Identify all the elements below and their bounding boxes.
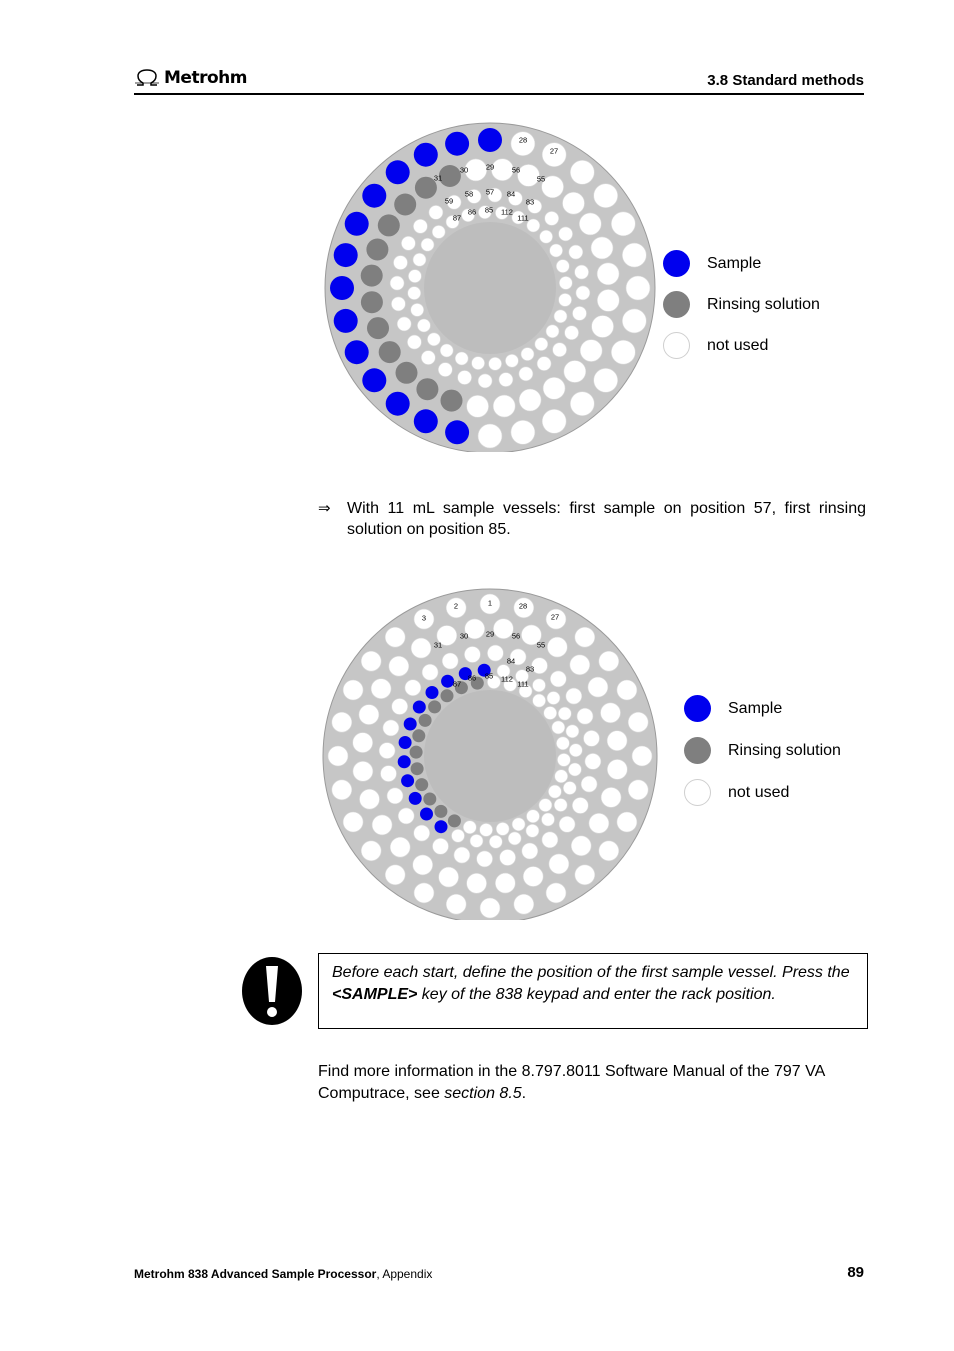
unused-position xyxy=(429,205,443,219)
unused-position xyxy=(353,761,373,781)
unused-position xyxy=(383,720,399,736)
section-reference: section 8.5 xyxy=(444,1085,522,1102)
unused-position xyxy=(533,694,546,707)
unused-position xyxy=(535,338,548,351)
brand-name: Metrohm xyxy=(164,68,247,88)
position-number-label: 84 xyxy=(506,189,516,199)
position-number-label: 55 xyxy=(536,640,546,650)
rinsing-position xyxy=(361,265,383,287)
unused-position xyxy=(585,753,601,769)
position-number-label: 3 xyxy=(421,613,427,623)
position-number-label: 1 xyxy=(487,598,493,608)
sample-position xyxy=(401,774,414,787)
unused-position xyxy=(572,798,588,814)
position-number-label: 30 xyxy=(459,631,469,641)
unused-position xyxy=(493,395,515,417)
legend-item-not-used xyxy=(684,779,789,806)
unused-position xyxy=(548,785,561,798)
info-text-end: . xyxy=(521,1085,527,1102)
unused-position xyxy=(438,363,452,377)
unused-position xyxy=(539,799,552,812)
rinsing-position xyxy=(441,689,454,702)
sample-position xyxy=(345,212,369,236)
unused-position xyxy=(542,409,566,433)
unused-position xyxy=(458,371,472,385)
sample-position xyxy=(334,243,358,267)
position-number-label: 59 xyxy=(444,196,454,206)
position-number-label: 86 xyxy=(467,207,477,217)
unused-position xyxy=(519,389,541,411)
rinsing-position xyxy=(441,390,463,412)
unused-position xyxy=(480,898,500,918)
legend-item-sample xyxy=(684,695,782,722)
rinsing-position xyxy=(379,341,401,363)
unused-position xyxy=(597,289,619,311)
unused-position xyxy=(571,836,591,856)
unused-position xyxy=(422,664,438,680)
unused-position xyxy=(570,392,594,416)
unused-position xyxy=(421,238,434,251)
unused-position xyxy=(575,865,595,885)
position-number-label: 28 xyxy=(518,135,528,145)
unused-position xyxy=(556,737,569,750)
position-number-label: 84 xyxy=(506,656,516,666)
position-number-label: 2 xyxy=(453,601,459,611)
unused-position xyxy=(446,894,466,914)
legend-swatch xyxy=(663,332,690,359)
legend-swatch xyxy=(684,737,711,764)
unused-position xyxy=(496,822,509,835)
unused-position xyxy=(542,832,558,848)
position-number-label: 31 xyxy=(433,173,443,183)
unused-position xyxy=(495,873,515,893)
unused-position xyxy=(554,310,567,323)
unused-position xyxy=(568,763,581,776)
unused-position xyxy=(361,651,381,671)
unused-position xyxy=(491,159,513,181)
legend-item-rinsing xyxy=(663,291,820,318)
unused-position xyxy=(411,303,424,316)
unused-position xyxy=(343,812,363,832)
unused-position xyxy=(394,256,408,270)
unused-position xyxy=(611,212,635,236)
unused-position xyxy=(527,810,540,823)
sample-position xyxy=(409,792,422,805)
rinsing-position xyxy=(416,378,438,400)
unused-position xyxy=(628,712,648,732)
position-number-label: 27 xyxy=(549,146,559,156)
unused-position xyxy=(550,671,566,687)
unused-position xyxy=(569,744,582,757)
position-number-label: 56 xyxy=(511,165,521,175)
unused-position xyxy=(500,850,516,866)
unused-position xyxy=(371,679,391,699)
unused-position xyxy=(414,883,434,903)
unused-position xyxy=(514,894,534,914)
unused-position xyxy=(467,873,487,893)
unused-position xyxy=(332,712,352,732)
unused-position xyxy=(439,867,459,887)
unused-position xyxy=(390,837,410,857)
unused-position xyxy=(499,373,513,387)
unused-position xyxy=(566,688,582,704)
rinsing-position xyxy=(434,805,447,818)
unused-position xyxy=(601,703,621,723)
rinsing-position xyxy=(423,793,436,806)
rinsing-position xyxy=(396,362,418,384)
unused-position xyxy=(559,227,573,241)
unused-position xyxy=(559,816,575,832)
unused-position xyxy=(628,780,648,800)
position-number-label: 28 xyxy=(518,601,528,611)
unused-position xyxy=(372,815,392,835)
legend-label: Sample xyxy=(707,254,762,272)
sample-position xyxy=(426,686,439,699)
unused-position xyxy=(392,699,408,715)
product-name: Metrohm 838 Advanced Sample Processor xyxy=(134,1267,377,1281)
unused-position xyxy=(464,647,480,663)
legend-label: not used xyxy=(707,336,769,354)
unused-position xyxy=(597,263,619,285)
unused-position xyxy=(361,841,381,861)
unused-position xyxy=(563,782,576,795)
sample-key-label: <SAMPLE> xyxy=(332,986,418,1003)
unused-position xyxy=(575,627,595,647)
arrow-icon: ⇒ xyxy=(318,499,331,517)
unused-position xyxy=(521,348,534,361)
position-number-label: 58 xyxy=(464,189,474,199)
unused-position xyxy=(519,367,533,381)
metrohm-logo xyxy=(134,66,247,90)
header-divider xyxy=(134,93,864,95)
rinsing-position xyxy=(410,746,423,759)
legend-swatch xyxy=(663,250,690,277)
unused-position xyxy=(547,692,560,705)
rack-center xyxy=(424,222,556,354)
position-number-label: 56 xyxy=(511,631,521,641)
position-number-label: 83 xyxy=(525,664,535,674)
sample-position xyxy=(435,820,448,833)
unused-position xyxy=(489,835,502,848)
sample-position xyxy=(362,368,386,392)
unused-position xyxy=(557,753,570,766)
sample-position xyxy=(445,132,469,156)
sample-position xyxy=(362,184,386,208)
unused-position xyxy=(580,340,602,362)
unused-position xyxy=(353,733,373,753)
unused-position xyxy=(559,293,572,306)
unused-position xyxy=(601,787,621,807)
unused-position xyxy=(599,651,619,671)
rinsing-position xyxy=(428,700,441,713)
unused-position xyxy=(584,730,600,746)
unused-position xyxy=(607,759,627,779)
unused-position xyxy=(570,655,590,675)
unused-position xyxy=(390,276,404,290)
unused-position xyxy=(622,243,646,267)
position-number-label: 86 xyxy=(467,673,477,683)
rinsing-position xyxy=(439,165,461,187)
unused-position xyxy=(391,297,405,311)
unused-position xyxy=(401,236,415,250)
position-number-label: 87 xyxy=(452,679,462,689)
sample-position xyxy=(334,309,358,333)
sample-position xyxy=(413,701,426,714)
unused-position xyxy=(544,707,557,720)
legend-swatch xyxy=(684,695,711,722)
sample-position xyxy=(386,160,410,184)
unused-position xyxy=(599,841,619,861)
unused-position xyxy=(487,645,503,661)
unused-position xyxy=(411,638,431,658)
position-number-label: 112 xyxy=(501,207,513,217)
footer-product xyxy=(134,1267,432,1281)
unused-position xyxy=(478,374,492,388)
unused-position xyxy=(454,847,470,863)
unused-position xyxy=(478,424,502,448)
position-number-label: 83 xyxy=(525,197,535,207)
omega-icon xyxy=(134,68,160,88)
unused-position xyxy=(550,244,563,257)
unused-position xyxy=(617,680,637,700)
unused-position xyxy=(564,361,586,383)
unused-position xyxy=(408,270,421,283)
position-number-label: 57 xyxy=(485,187,495,197)
unused-position xyxy=(565,326,579,340)
unused-position xyxy=(379,743,395,759)
unused-position xyxy=(385,865,405,885)
unused-position xyxy=(559,276,572,289)
unused-position xyxy=(405,680,421,696)
unused-position xyxy=(385,627,405,647)
legend-label: Rinsing solution xyxy=(707,295,820,313)
unused-position xyxy=(566,725,579,738)
unused-position xyxy=(573,306,587,320)
unused-position xyxy=(360,789,380,809)
unused-position xyxy=(413,855,433,875)
legend-item-rinsing xyxy=(684,737,841,764)
position-number-label: 111 xyxy=(517,679,529,689)
sample-position xyxy=(414,143,438,167)
unused-position xyxy=(588,677,608,697)
info-paragraph xyxy=(318,1061,878,1105)
unused-position xyxy=(527,219,540,232)
legend-label: Rinsing solution xyxy=(728,741,841,759)
unused-position xyxy=(611,340,635,364)
exclamation-icon xyxy=(241,956,303,1026)
unused-position xyxy=(413,219,427,233)
unused-position xyxy=(398,808,414,824)
rinsing-position xyxy=(367,317,389,339)
sample-position xyxy=(386,392,410,416)
instruction-bullet xyxy=(318,498,866,540)
sample-rack-diagram-1 xyxy=(322,122,658,452)
unused-position xyxy=(470,834,483,847)
unused-position xyxy=(555,770,568,783)
unused-position xyxy=(493,619,513,639)
rinsing-position xyxy=(415,778,428,791)
unused-position xyxy=(579,213,601,235)
unused-position xyxy=(553,343,567,357)
sample-position xyxy=(404,718,417,731)
position-number-label: 29 xyxy=(485,162,495,172)
unused-position xyxy=(505,354,518,367)
unused-position xyxy=(545,211,559,225)
unused-position xyxy=(556,260,569,273)
unused-position xyxy=(408,287,421,300)
page-number: 89 xyxy=(847,1264,864,1281)
unused-position xyxy=(632,746,652,766)
unused-position xyxy=(440,344,453,357)
unused-position xyxy=(467,395,489,417)
unused-position xyxy=(594,184,618,208)
position-number-label: 31 xyxy=(433,640,443,650)
legend-swatch xyxy=(663,291,690,318)
note-box xyxy=(318,953,868,1029)
unused-position xyxy=(427,333,440,346)
position-number-label: 87 xyxy=(452,213,462,223)
unused-position xyxy=(533,679,546,692)
unused-position xyxy=(554,799,567,812)
unused-position xyxy=(328,746,348,766)
rinsing-position xyxy=(419,714,432,727)
unused-position xyxy=(626,276,650,300)
rinsing-position xyxy=(411,762,424,775)
unused-position xyxy=(558,707,571,720)
rinsing-position xyxy=(412,729,425,742)
instruction-text: With 11 mL sample vessels: first sample on position 57, first rinsing solution on position 85. xyxy=(347,500,866,538)
legend-swatch xyxy=(684,779,711,806)
position-number-label: 29 xyxy=(485,629,495,639)
sample-position xyxy=(330,276,354,300)
sample-rack-diagram-2 xyxy=(322,588,658,920)
legend-item-not-used xyxy=(663,332,768,359)
unused-position xyxy=(387,788,403,804)
sample-position xyxy=(414,409,438,433)
unused-position xyxy=(581,776,597,792)
position-number-label: 111 xyxy=(517,213,529,223)
unused-position xyxy=(547,637,567,657)
position-number-label: 112 xyxy=(501,674,513,684)
unused-position xyxy=(589,813,609,833)
unused-position xyxy=(477,851,493,867)
position-number-label: 55 xyxy=(536,174,546,184)
position-number-label: 85 xyxy=(484,671,494,681)
unused-position xyxy=(359,705,379,725)
sample-position xyxy=(420,808,433,821)
unused-position xyxy=(452,829,465,842)
sample-position xyxy=(345,340,369,364)
unused-position xyxy=(594,368,618,392)
unused-position xyxy=(575,265,589,279)
sample-position xyxy=(445,420,469,444)
unused-position xyxy=(569,245,583,259)
unused-position xyxy=(543,377,565,399)
rinsing-position xyxy=(394,194,416,216)
unused-position xyxy=(592,316,614,338)
unused-position xyxy=(577,708,593,724)
unused-position xyxy=(381,766,397,782)
unused-position xyxy=(407,335,421,349)
position-number-label: 85 xyxy=(484,205,494,215)
unused-position xyxy=(432,225,445,238)
unused-position xyxy=(413,253,426,266)
unused-position xyxy=(542,813,555,826)
info-text: Find more information in the 8.797.8011 Software Manual of the 797 VA Computrace, see xyxy=(318,1063,825,1102)
note-text-after: key of the 838 keypad and enter the rack position. xyxy=(417,986,776,1003)
unused-position xyxy=(480,823,493,836)
unused-position xyxy=(489,357,502,370)
unused-position xyxy=(576,286,590,300)
sample-position xyxy=(398,755,411,768)
unused-position xyxy=(455,352,468,365)
unused-position xyxy=(570,160,594,184)
unused-position xyxy=(537,357,551,371)
rack-center xyxy=(424,690,556,822)
unused-position xyxy=(389,656,409,676)
position-number-label: 30 xyxy=(459,165,469,175)
unused-position xyxy=(463,821,476,834)
position-number-label: 27 xyxy=(550,612,560,622)
footer-suffix: , Appendix xyxy=(376,1267,433,1281)
rinsing-position xyxy=(378,214,400,236)
unused-position xyxy=(508,832,521,845)
unused-position xyxy=(563,192,585,214)
unused-position xyxy=(526,824,539,837)
unused-position xyxy=(622,309,646,333)
unused-position xyxy=(421,351,435,365)
sample-position xyxy=(478,128,502,152)
legend-label: Sample xyxy=(728,699,783,717)
rinsing-position xyxy=(361,291,383,313)
unused-position xyxy=(512,818,525,831)
section-title: 3.8 Standard methods xyxy=(707,72,864,89)
unused-position xyxy=(433,838,449,854)
rinsing-position xyxy=(448,814,461,827)
note-text-before: Before each start, define the position of the first sample vessel. Press the xyxy=(332,964,850,981)
unused-position xyxy=(617,812,637,832)
unused-position xyxy=(472,357,485,370)
unused-position xyxy=(417,319,430,332)
legend-item-sample xyxy=(663,250,761,277)
unused-position xyxy=(607,731,627,751)
unused-position xyxy=(591,237,613,259)
unused-position xyxy=(546,325,559,338)
unused-position xyxy=(552,721,565,734)
unused-position xyxy=(549,854,569,874)
unused-position xyxy=(546,883,566,903)
unused-position xyxy=(343,680,363,700)
rinsing-position xyxy=(366,239,388,261)
legend-label: not used xyxy=(728,783,790,801)
unused-position xyxy=(523,867,543,887)
unused-position xyxy=(511,420,535,444)
unused-position xyxy=(397,317,411,331)
unused-position xyxy=(442,653,458,669)
unused-position xyxy=(332,780,352,800)
sample-position xyxy=(399,736,412,749)
unused-position xyxy=(522,843,538,859)
unused-position xyxy=(540,230,553,243)
unused-position xyxy=(414,825,430,841)
